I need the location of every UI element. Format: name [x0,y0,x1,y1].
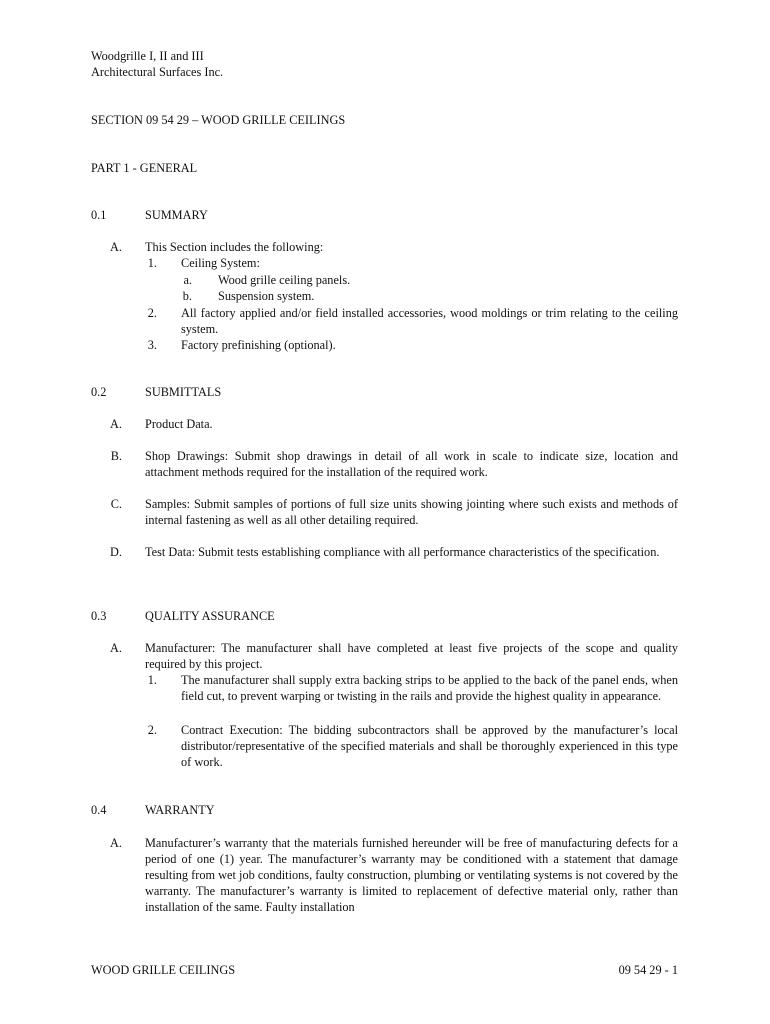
list-item-text: Suspension system. [218,289,315,303]
footer-section-name: WOOD GRILLE CEILINGS [91,963,236,977]
header-company-line: Architectural Surfaces Inc. [91,65,224,79]
paragraph-label: A. [110,836,122,850]
article-title: WARRANTY [145,803,215,817]
paragraph-label: C. [110,497,122,511]
article-number: 0.4 [91,803,107,817]
article-number: 0.3 [91,609,107,623]
list-item-text: Wood grille ceiling panels. [218,273,351,287]
article-number: 0.1 [91,208,107,222]
paragraph-text: This Section includes the following: [145,240,324,254]
paragraph-label: B. [110,449,122,463]
article-title: SUBMITTALS [145,385,222,399]
subparagraph-label: 3. [147,338,157,352]
paragraph-label: D. [110,545,122,559]
header-product-line: Woodgrille I, II and III [91,49,204,63]
subparagraph-text: Contract Execution: The bidding subcontractors shall be approved by the manufacturer’s local distributor/representative of the specified materials and shall be thoroughly experienced in this type of work. [181,723,678,769]
section-title: SECTION 09 54 29 – WOOD GRILLE CEILINGS [91,113,346,127]
article-title: QUALITY ASSURANCE [145,609,275,623]
list-item-label: b. [182,289,192,303]
paragraph-text: Product Data. [145,417,213,431]
paragraph-text: Test Data: Submit tests establishing compliance with all performance characteristics of the specification. [145,545,660,559]
paragraph-text: Samples: Submit samples of portions of full size units showing jointing where such exists and methods of internal fastening as well as all other detailing required. [145,497,678,527]
paragraph-label: A. [110,240,122,254]
subparagraph-text: All factory applied and/or field installed accessories, wood moldings or trim relating to the ceiling system. [181,306,678,336]
article-number: 0.2 [91,385,107,399]
paragraph-label: A. [110,417,122,431]
paragraph-text: Manufacturer’s warranty that the materials furnished hereunder will be free of manufacturing defects for a period of one (1) year. The manufacturer’s warranty may be conditioned with a statement that damage resulting from wet job conditions, faulty construction, plumbing or ventilating systems is not covered by the warranty. The manufacturer’s warranty is limited to replacement of defective material only, rather than installation of the same. Faulty installation [145,836,678,914]
page-number: 09 54 29 - 1 [618,963,678,977]
subparagraph-text: The manufacturer shall supply extra backing strips to be applied to the back of the panel ends, when field cut, to prevent warping or twisting in the rails and provide the highest quality in appearance. [181,673,678,703]
subparagraph-label: 2. [147,306,157,320]
subparagraph-label: 1. [147,673,157,687]
paragraph-text: Manufacturer: The manufacturer shall have completed at least five projects of the scope and quality required by this project. [145,641,678,671]
subparagraph-text: Ceiling System: [181,256,260,270]
paragraph-label: A. [110,641,122,655]
subparagraph-text: Factory prefinishing (optional). [181,338,336,352]
subparagraph-label: 2. [147,723,157,737]
list-item-label: a. [183,273,192,287]
subparagraph-label: 1. [147,256,157,270]
article-title: SUMMARY [145,208,208,222]
part-title: PART 1 - GENERAL [91,161,198,175]
paragraph-text: Shop Drawings: Submit shop drawings in detail of all work in scale to indicate size, location and attachment methods required for the installation of the required work. [145,449,678,479]
